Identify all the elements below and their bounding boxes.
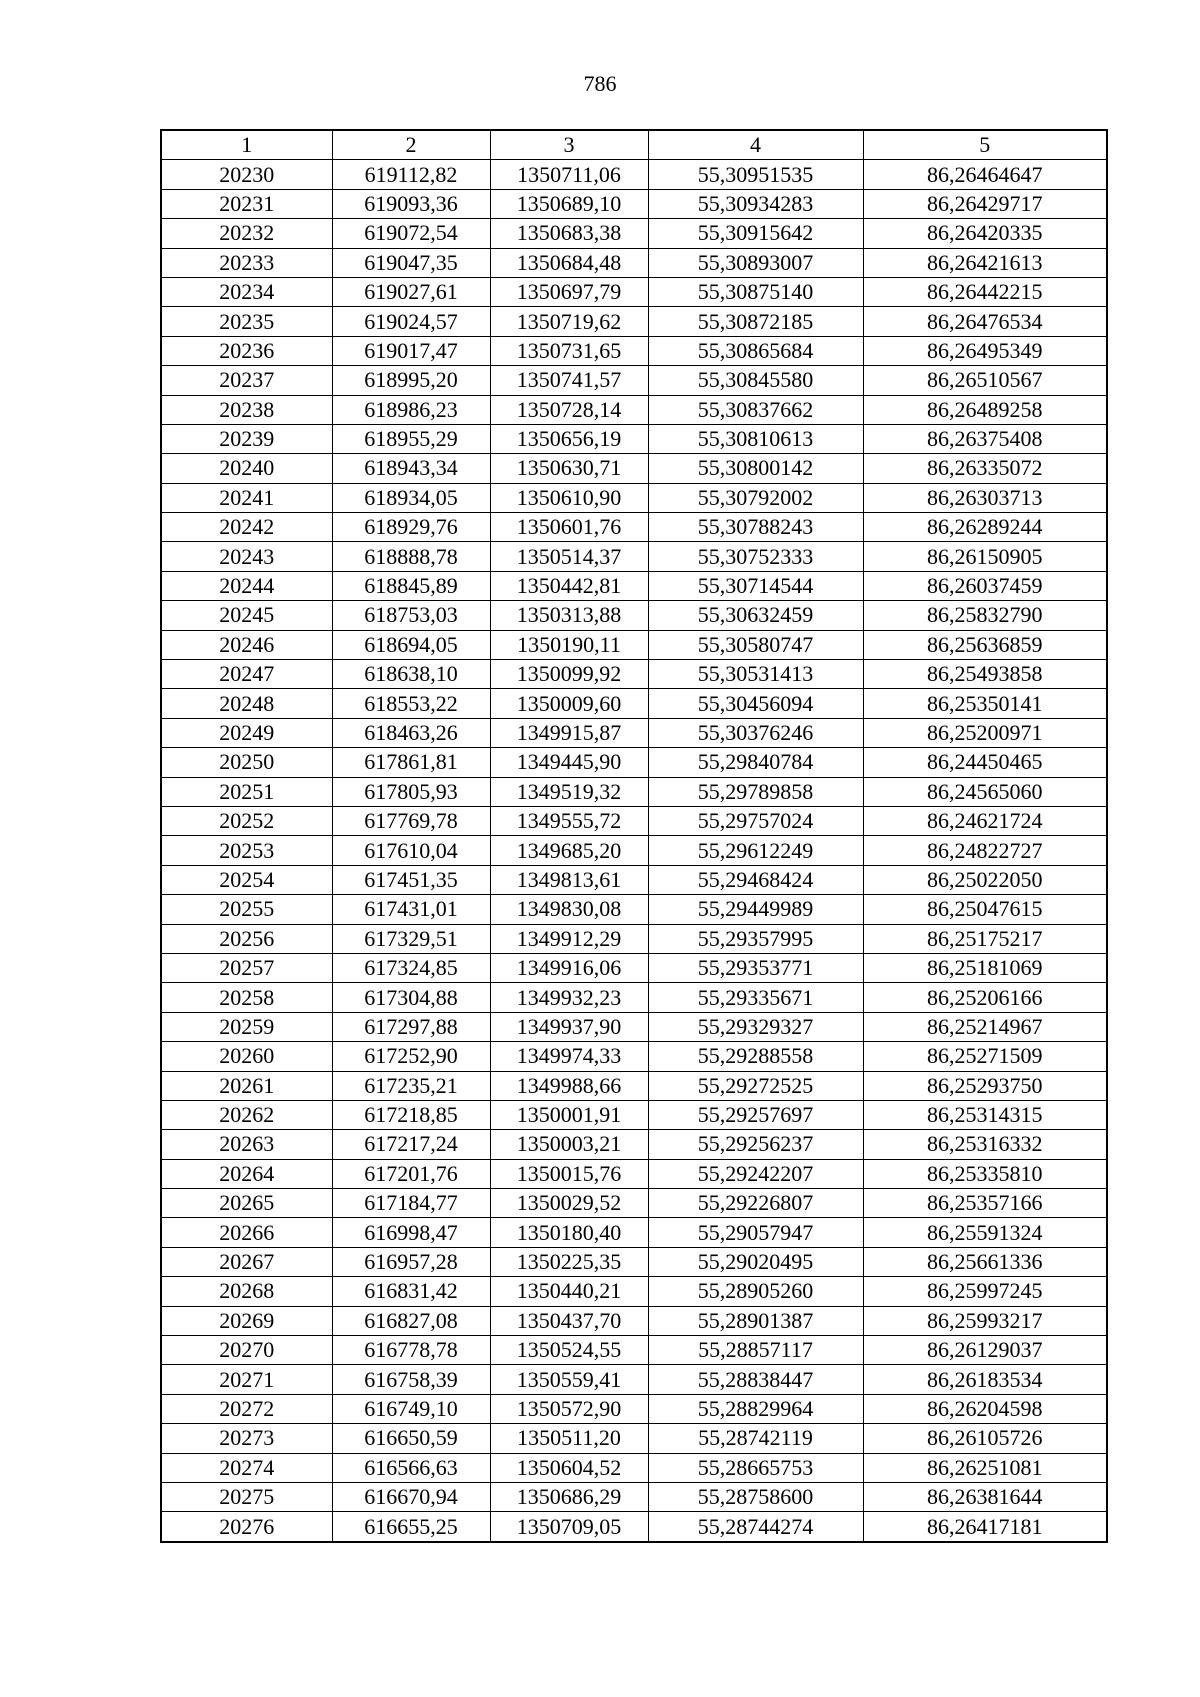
table-cell: 55,29612249 xyxy=(648,836,863,865)
table-cell: 20276 xyxy=(161,1512,332,1542)
table-cell: 55,30845580 xyxy=(648,366,863,395)
table-cell: 1350656,19 xyxy=(490,424,648,453)
table-cell: 20256 xyxy=(161,924,332,953)
table-row xyxy=(161,277,1107,306)
table-cell: 55,29257697 xyxy=(648,1100,863,1129)
table-cell: 86,25357166 xyxy=(863,1189,1107,1218)
table-row xyxy=(161,219,1107,248)
table-cell: 1349912,29 xyxy=(490,924,648,953)
table-cell: 20253 xyxy=(161,836,332,865)
table-row xyxy=(161,248,1107,277)
table-cell: 616655,25 xyxy=(332,1512,490,1542)
table-cell: 1349813,61 xyxy=(490,865,648,894)
table-cell: 1350001,91 xyxy=(490,1100,648,1129)
table-row xyxy=(161,160,1107,189)
table-cell: 20258 xyxy=(161,983,332,1012)
table-cell: 1349915,87 xyxy=(490,718,648,747)
table-cell: 618553,22 xyxy=(332,689,490,718)
table-cell: 86,26183534 xyxy=(863,1365,1107,1394)
table-cell: 86,25661336 xyxy=(863,1247,1107,1276)
table-cell: 20237 xyxy=(161,366,332,395)
table-cell: 86,26464647 xyxy=(863,160,1107,189)
table-row xyxy=(161,895,1107,924)
table-cell: 86,26129037 xyxy=(863,1336,1107,1365)
column-header: 2 xyxy=(332,130,490,160)
table-cell: 86,25314315 xyxy=(863,1100,1107,1129)
table-cell: 20239 xyxy=(161,424,332,453)
table-cell: 616749,10 xyxy=(332,1394,490,1423)
table-cell: 1349974,33 xyxy=(490,1042,648,1071)
table-cell: 617252,90 xyxy=(332,1042,490,1071)
table-cell: 617297,88 xyxy=(332,1012,490,1041)
table-cell: 86,25993217 xyxy=(863,1306,1107,1335)
table-cell: 616670,94 xyxy=(332,1482,490,1511)
table-cell: 55,30893007 xyxy=(648,248,863,277)
table-cell: 619027,61 xyxy=(332,277,490,306)
table-cell: 55,30934283 xyxy=(648,189,863,218)
table-cell: 86,24822727 xyxy=(863,836,1107,865)
table-row xyxy=(161,483,1107,512)
table-cell: 616778,78 xyxy=(332,1336,490,1365)
table-cell: 619112,82 xyxy=(332,160,490,189)
table-row xyxy=(161,1100,1107,1129)
table-cell: 20230 xyxy=(161,160,332,189)
table-cell: 617451,35 xyxy=(332,865,490,894)
table-row xyxy=(161,1277,1107,1306)
table-row xyxy=(161,718,1107,747)
table-cell: 55,29329327 xyxy=(648,1012,863,1041)
table-cell: 20263 xyxy=(161,1130,332,1159)
table-cell: 616566,63 xyxy=(332,1453,490,1482)
table-cell: 55,30376246 xyxy=(648,718,863,747)
table-cell: 618934,05 xyxy=(332,483,490,512)
table-cell: 55,30752333 xyxy=(648,542,863,571)
table-cell: 86,25591324 xyxy=(863,1218,1107,1247)
table-cell: 1350689,10 xyxy=(490,189,648,218)
table-row xyxy=(161,307,1107,336)
coordinates-table xyxy=(160,129,1108,1543)
table-cell: 618694,05 xyxy=(332,630,490,659)
table-cell: 86,25181069 xyxy=(863,953,1107,982)
table-cell: 616827,08 xyxy=(332,1306,490,1335)
table-cell: 618845,89 xyxy=(332,571,490,600)
table-row xyxy=(161,1159,1107,1188)
table-cell: 86,24450465 xyxy=(863,748,1107,777)
column-header: 1 xyxy=(161,130,332,160)
table-cell: 86,26420335 xyxy=(863,219,1107,248)
table-cell: 1350511,20 xyxy=(490,1424,648,1453)
table-row xyxy=(161,454,1107,483)
table-cell: 20251 xyxy=(161,777,332,806)
table-row xyxy=(161,1453,1107,1482)
table-cell: 618929,76 xyxy=(332,513,490,542)
table-cell: 20236 xyxy=(161,336,332,365)
table-cell: 1349445,90 xyxy=(490,748,648,777)
table-row xyxy=(161,395,1107,424)
table-cell: 619024,57 xyxy=(332,307,490,336)
table-cell: 20254 xyxy=(161,865,332,894)
table-cell: 55,30788243 xyxy=(648,513,863,542)
table-cell: 86,26289244 xyxy=(863,513,1107,542)
table-cell: 1350709,05 xyxy=(490,1512,648,1542)
table-cell: 55,29789858 xyxy=(648,777,863,806)
table-row xyxy=(161,1424,1107,1453)
table-cell: 86,25206166 xyxy=(863,983,1107,1012)
table-cell: 55,30872185 xyxy=(648,307,863,336)
table-cell: 1350442,81 xyxy=(490,571,648,600)
table-cell: 617324,85 xyxy=(332,953,490,982)
table-row xyxy=(161,424,1107,453)
table-cell: 617201,76 xyxy=(332,1159,490,1188)
table-cell: 86,25214967 xyxy=(863,1012,1107,1041)
column-header: 4 xyxy=(648,130,863,160)
table-cell: 618943,34 xyxy=(332,454,490,483)
table-cell: 619047,35 xyxy=(332,248,490,277)
table-row xyxy=(161,513,1107,542)
table-cell: 55,30810613 xyxy=(648,424,863,453)
table-cell: 1350610,90 xyxy=(490,483,648,512)
table-cell: 616650,59 xyxy=(332,1424,490,1453)
table-cell: 86,26429717 xyxy=(863,189,1107,218)
table-cell: 86,25022050 xyxy=(863,865,1107,894)
table-cell: 20269 xyxy=(161,1306,332,1335)
table-cell: 1350524,55 xyxy=(490,1336,648,1365)
table-cell: 20274 xyxy=(161,1453,332,1482)
table-cell: 20231 xyxy=(161,189,332,218)
table-cell: 618986,23 xyxy=(332,395,490,424)
table-cell: 1349932,23 xyxy=(490,983,648,1012)
table-cell: 1350009,60 xyxy=(490,689,648,718)
table-cell: 1350099,92 xyxy=(490,660,648,689)
table-cell: 20268 xyxy=(161,1277,332,1306)
table-cell: 86,26375408 xyxy=(863,424,1107,453)
table-row xyxy=(161,1394,1107,1423)
table-cell: 20247 xyxy=(161,660,332,689)
table-cell: 86,25997245 xyxy=(863,1277,1107,1306)
table-cell: 1350731,65 xyxy=(490,336,648,365)
table-cell: 20273 xyxy=(161,1424,332,1453)
table-cell: 86,26037459 xyxy=(863,571,1107,600)
table-cell: 1350728,14 xyxy=(490,395,648,424)
table-cell: 86,26495349 xyxy=(863,336,1107,365)
table-row xyxy=(161,748,1107,777)
table-cell: 86,26204598 xyxy=(863,1394,1107,1423)
table-cell: 616831,42 xyxy=(332,1277,490,1306)
table-cell: 1350225,35 xyxy=(490,1247,648,1276)
table-cell: 86,25350141 xyxy=(863,689,1107,718)
table-cell: 20232 xyxy=(161,219,332,248)
table-cell: 20266 xyxy=(161,1218,332,1247)
table-cell: 20255 xyxy=(161,895,332,924)
table-row xyxy=(161,1482,1107,1511)
table-cell: 86,25293750 xyxy=(863,1071,1107,1100)
table-cell: 1349937,90 xyxy=(490,1012,648,1041)
table-cell: 55,30714544 xyxy=(648,571,863,600)
table-cell: 1350514,37 xyxy=(490,542,648,571)
table-cell: 20234 xyxy=(161,277,332,306)
table-row xyxy=(161,336,1107,365)
table-cell: 55,30865684 xyxy=(648,336,863,365)
table-cell: 55,30800142 xyxy=(648,454,863,483)
table-cell: 55,30456094 xyxy=(648,689,863,718)
table-cell: 1349685,20 xyxy=(490,836,648,865)
table-cell: 86,26476534 xyxy=(863,307,1107,336)
table-row xyxy=(161,660,1107,689)
table-cell: 616998,47 xyxy=(332,1218,490,1247)
table-cell: 1350601,76 xyxy=(490,513,648,542)
table-cell: 617861,81 xyxy=(332,748,490,777)
table-cell: 55,29020495 xyxy=(648,1247,863,1276)
table-cell: 1350604,52 xyxy=(490,1453,648,1482)
table-cell: 20267 xyxy=(161,1247,332,1276)
table-cell: 618463,26 xyxy=(332,718,490,747)
table-cell: 1350559,41 xyxy=(490,1365,648,1394)
table-cell: 55,29288558 xyxy=(648,1042,863,1071)
table-cell: 55,29757024 xyxy=(648,806,863,835)
table-row xyxy=(161,924,1107,953)
table-cell: 1350313,88 xyxy=(490,601,648,630)
table-row xyxy=(161,1306,1107,1335)
table-cell: 86,25335810 xyxy=(863,1159,1107,1188)
table-cell: 55,29226807 xyxy=(648,1189,863,1218)
table-cell: 20246 xyxy=(161,630,332,659)
table-row xyxy=(161,983,1107,1012)
table-cell: 55,28857117 xyxy=(648,1336,863,1365)
table-cell: 1350440,21 xyxy=(490,1277,648,1306)
table-cell: 55,29057947 xyxy=(648,1218,863,1247)
table-cell: 616957,28 xyxy=(332,1247,490,1276)
table-row xyxy=(161,1365,1107,1394)
table-cell: 617769,78 xyxy=(332,806,490,835)
table-row xyxy=(161,1012,1107,1041)
table-row xyxy=(161,366,1107,395)
table-cell: 20272 xyxy=(161,1394,332,1423)
table-row xyxy=(161,1247,1107,1276)
table-cell: 1350190,11 xyxy=(490,630,648,659)
table-cell: 20265 xyxy=(161,1189,332,1218)
table-cell: 86,26105726 xyxy=(863,1424,1107,1453)
table-cell: 20240 xyxy=(161,454,332,483)
table-cell: 1350741,57 xyxy=(490,366,648,395)
table-cell: 20250 xyxy=(161,748,332,777)
table-row xyxy=(161,1336,1107,1365)
table-row xyxy=(161,601,1107,630)
table-cell: 55,30915642 xyxy=(648,219,863,248)
table-cell: 1350015,76 xyxy=(490,1159,648,1188)
table-cell: 1349830,08 xyxy=(490,895,648,924)
table-cell: 1350003,21 xyxy=(490,1130,648,1159)
table-cell: 1349988,66 xyxy=(490,1071,648,1100)
table-cell: 618753,03 xyxy=(332,601,490,630)
table-cell: 617431,01 xyxy=(332,895,490,924)
table-cell: 55,29449989 xyxy=(648,895,863,924)
table-cell: 1349916,06 xyxy=(490,953,648,982)
table-row xyxy=(161,189,1107,218)
table-cell: 86,25636859 xyxy=(863,630,1107,659)
table-cell: 20238 xyxy=(161,395,332,424)
table-cell: 86,25047615 xyxy=(863,895,1107,924)
table-cell: 1350719,62 xyxy=(490,307,648,336)
table-cell: 617218,85 xyxy=(332,1100,490,1129)
table-cell: 55,30875140 xyxy=(648,277,863,306)
table-cell: 1350684,48 xyxy=(490,248,648,277)
table-cell: 20249 xyxy=(161,718,332,747)
table-cell: 619017,47 xyxy=(332,336,490,365)
table-cell: 55,30951535 xyxy=(648,160,863,189)
table-cell: 55,28829964 xyxy=(648,1394,863,1423)
table-cell: 55,28838447 xyxy=(648,1365,863,1394)
table-cell: 55,29468424 xyxy=(648,865,863,894)
table-cell: 86,26251081 xyxy=(863,1453,1107,1482)
table-cell: 20244 xyxy=(161,571,332,600)
table-cell: 86,26421613 xyxy=(863,248,1107,277)
table-cell: 1350572,90 xyxy=(490,1394,648,1423)
table-cell: 86,25493858 xyxy=(863,660,1107,689)
table-cell: 55,28905260 xyxy=(648,1277,863,1306)
table-cell: 20257 xyxy=(161,953,332,982)
table-cell: 20260 xyxy=(161,1042,332,1071)
table-cell: 55,28901387 xyxy=(648,1306,863,1335)
table-row xyxy=(161,777,1107,806)
table-header-row xyxy=(161,130,1107,160)
table-row xyxy=(161,953,1107,982)
table-cell: 1350711,06 xyxy=(490,160,648,189)
table-cell: 1350630,71 xyxy=(490,454,648,483)
table-row xyxy=(161,542,1107,571)
table-cell: 55,29353771 xyxy=(648,953,863,982)
table-cell: 86,26335072 xyxy=(863,454,1107,483)
table-cell: 1350437,70 xyxy=(490,1306,648,1335)
table-cell: 55,28744274 xyxy=(648,1512,863,1542)
table-cell: 86,25316332 xyxy=(863,1130,1107,1159)
table-row xyxy=(161,1130,1107,1159)
table-body xyxy=(161,160,1107,1542)
table-cell: 55,29272525 xyxy=(648,1071,863,1100)
table-row xyxy=(161,630,1107,659)
table-cell: 617304,88 xyxy=(332,983,490,1012)
table-cell: 55,29242207 xyxy=(648,1159,863,1188)
table-cell: 55,29335671 xyxy=(648,983,863,1012)
table-cell: 20243 xyxy=(161,542,332,571)
table-cell: 617329,51 xyxy=(332,924,490,953)
table-cell: 617235,21 xyxy=(332,1071,490,1100)
table-cell: 1350686,29 xyxy=(490,1482,648,1511)
table-cell: 619072,54 xyxy=(332,219,490,248)
table-cell: 20245 xyxy=(161,601,332,630)
table-cell: 618638,10 xyxy=(332,660,490,689)
table-cell: 55,30792002 xyxy=(648,483,863,512)
table-cell: 618888,78 xyxy=(332,542,490,571)
table-cell: 55,29256237 xyxy=(648,1130,863,1159)
column-header: 5 xyxy=(863,130,1107,160)
table-row xyxy=(161,1071,1107,1100)
page-number: 786 xyxy=(583,71,617,96)
table-cell: 20252 xyxy=(161,806,332,835)
table-cell: 86,25271509 xyxy=(863,1042,1107,1071)
table-cell: 55,30580747 xyxy=(648,630,863,659)
table-cell: 86,24565060 xyxy=(863,777,1107,806)
table-cell: 86,24621724 xyxy=(863,806,1107,835)
table-row xyxy=(161,689,1107,718)
table-row xyxy=(161,1189,1107,1218)
table-row xyxy=(161,865,1107,894)
table-cell: 86,25832790 xyxy=(863,601,1107,630)
table-cell: 86,25200971 xyxy=(863,718,1107,747)
table-cell: 618995,20 xyxy=(332,366,490,395)
table-cell: 55,28758600 xyxy=(648,1482,863,1511)
table-cell: 20242 xyxy=(161,513,332,542)
table-cell: 86,26381644 xyxy=(863,1482,1107,1511)
table-cell: 617217,24 xyxy=(332,1130,490,1159)
column-header: 3 xyxy=(490,130,648,160)
table-cell: 55,30531413 xyxy=(648,660,863,689)
table-cell: 616758,39 xyxy=(332,1365,490,1394)
table-cell: 618955,29 xyxy=(332,424,490,453)
table-cell: 86,26510567 xyxy=(863,366,1107,395)
table-cell: 1350029,52 xyxy=(490,1189,648,1218)
table-cell: 20235 xyxy=(161,307,332,336)
table-cell: 20275 xyxy=(161,1482,332,1511)
table-cell: 55,30632459 xyxy=(648,601,863,630)
table-cell: 617610,04 xyxy=(332,836,490,865)
table-cell: 55,28742119 xyxy=(648,1424,863,1453)
table-cell: 617184,77 xyxy=(332,1189,490,1218)
table-cell: 86,26150905 xyxy=(863,542,1107,571)
table-cell: 86,26417181 xyxy=(863,1512,1107,1542)
table-row xyxy=(161,1218,1107,1247)
table-cell: 617805,93 xyxy=(332,777,490,806)
table-cell: 1350180,40 xyxy=(490,1218,648,1247)
table-cell: 55,29357995 xyxy=(648,924,863,953)
table-cell: 55,30837662 xyxy=(648,395,863,424)
table-cell: 20241 xyxy=(161,483,332,512)
table-cell: 1350683,38 xyxy=(490,219,648,248)
table-cell: 55,29840784 xyxy=(648,748,863,777)
table-cell: 20233 xyxy=(161,248,332,277)
table-cell: 20271 xyxy=(161,1365,332,1394)
table-row xyxy=(161,1512,1107,1542)
table-row xyxy=(161,571,1107,600)
table-row xyxy=(161,836,1107,865)
table-cell: 20261 xyxy=(161,1071,332,1100)
table-cell: 20248 xyxy=(161,689,332,718)
table-cell: 20270 xyxy=(161,1336,332,1365)
table-cell: 619093,36 xyxy=(332,189,490,218)
table-cell: 20259 xyxy=(161,1012,332,1041)
table-cell: 20264 xyxy=(161,1159,332,1188)
table-cell: 86,25175217 xyxy=(863,924,1107,953)
table-cell: 86,26303713 xyxy=(863,483,1107,512)
table-cell: 1349519,32 xyxy=(490,777,648,806)
table-row xyxy=(161,1042,1107,1071)
table-cell: 86,26442215 xyxy=(863,277,1107,306)
table-cell: 1349555,72 xyxy=(490,806,648,835)
table-cell: 55,28665753 xyxy=(648,1453,863,1482)
table-row xyxy=(161,806,1107,835)
table-cell: 86,26489258 xyxy=(863,395,1107,424)
table-cell: 1350697,79 xyxy=(490,277,648,306)
table-cell: 20262 xyxy=(161,1100,332,1129)
